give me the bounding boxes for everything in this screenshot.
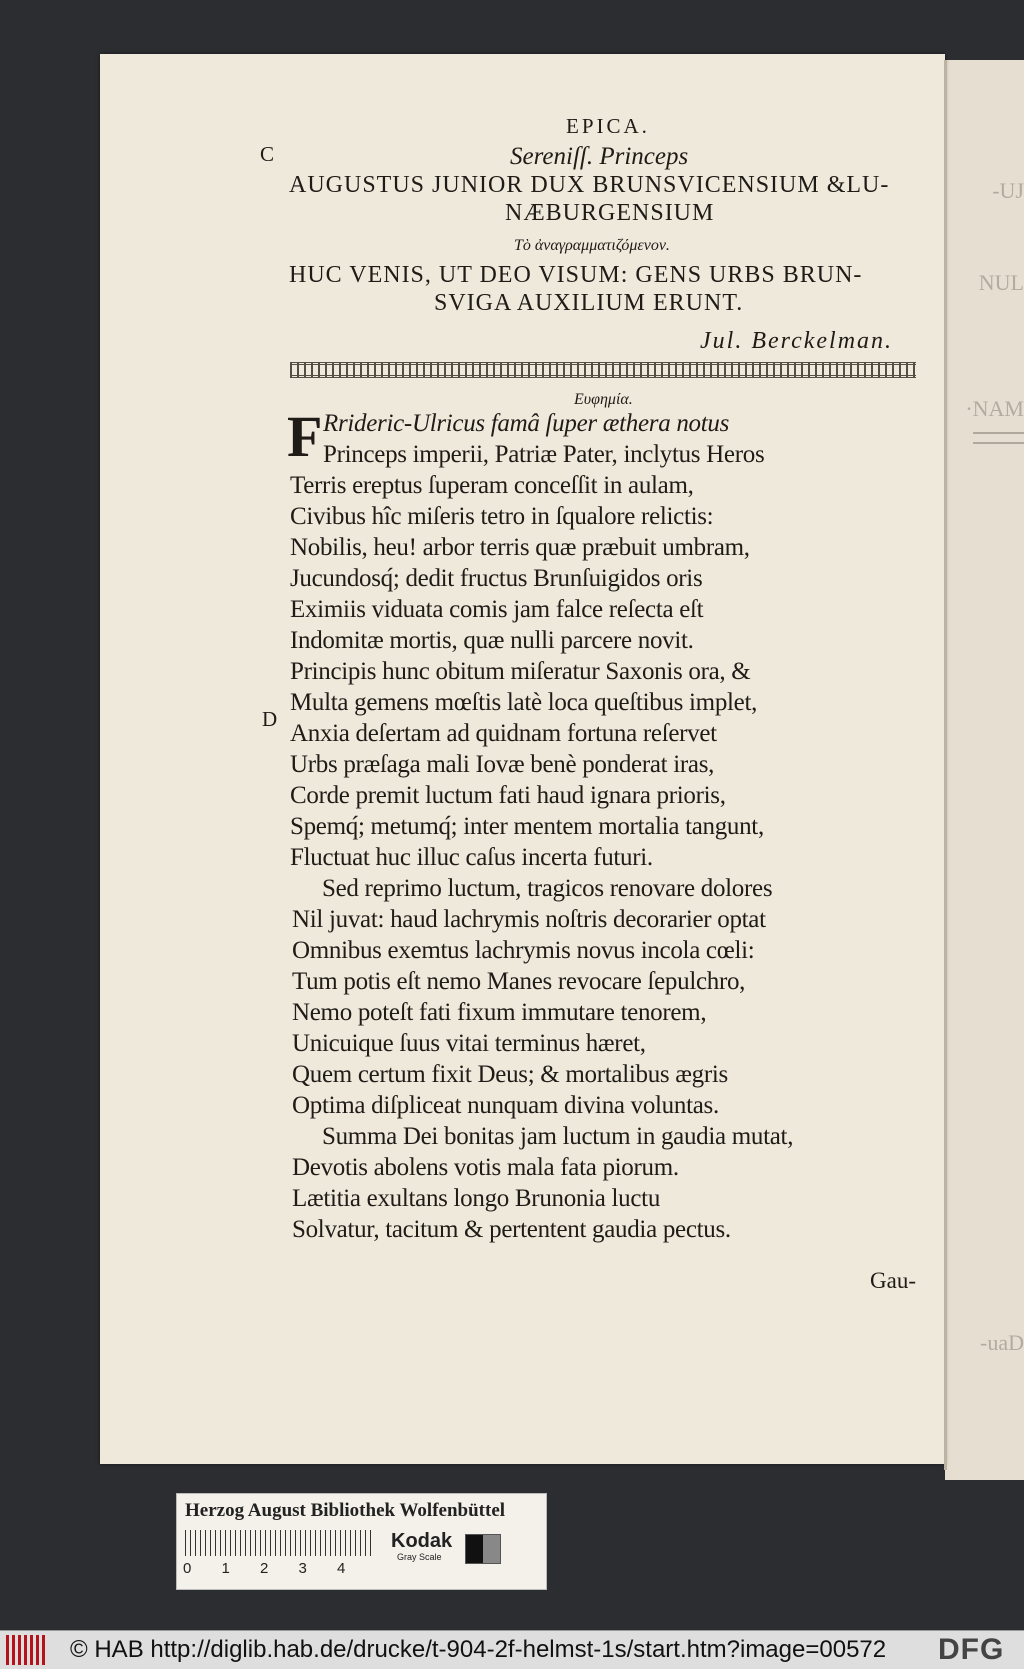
- ghost-fragment: -uaD: [980, 1330, 1024, 1355]
- drop-cap: F: [287, 404, 323, 469]
- poem-line: Nobilis, heu! arbor terris quæ præbuit umbram,: [290, 534, 750, 561]
- gray-swatch: [465, 1534, 501, 1564]
- ghost-fragment: ·NAM: [965, 396, 1024, 421]
- poem-line: Nil juvat: haud lachrymis noſtris decorarier optat: [292, 906, 766, 933]
- poem-line: Urbs præſaga mali Iovæ benè ponderat iras,: [290, 751, 715, 778]
- dfg-logo[interactable]: DFG: [938, 1633, 1005, 1666]
- anagram-line-2: SVIGA AUXILIUM ERUNT.: [434, 290, 744, 316]
- poem-line: Multa gemens mœſtis latè loca queſtibus implet,: [290, 689, 758, 716]
- poem-line: Spemq́; metumq́; inter mentem mortalia tangunt,: [290, 813, 764, 840]
- poem-line: Corde premit luctum fati haud ignara prioris,: [290, 782, 726, 809]
- poem-line: Unicuique ſuus vitai terminus hæret,: [292, 1030, 646, 1057]
- poem-line: Principis hunc obitum miſeratur Saxonis ora, &: [290, 658, 751, 685]
- footer-bar: [0, 1630, 1024, 1669]
- poem-line: Eximiis viduata comis jam falce reſecta eſt: [290, 596, 704, 623]
- poem-line: Civibus hîc miſeris tetro in ſqualore relictis:: [290, 503, 714, 530]
- title-line-2: NÆBURGENSIUM: [505, 200, 715, 226]
- poem-line: Rrideric-Ulricus famâ ſuper æthera notus: [323, 410, 730, 437]
- ruler-scale: [185, 1530, 375, 1556]
- author-signature: Jul. Berckelman.: [700, 328, 894, 354]
- card-brand: Kodak: [391, 1530, 453, 1552]
- poem-line: Solvatur, tacitum & pertentent gaudia pectus.: [292, 1216, 731, 1243]
- library-logo-icon[interactable]: [6, 1635, 48, 1665]
- poem-line: Terris ereptus ſuperam conceſſit in aulam,: [290, 472, 694, 499]
- poem-line: Devotis abolens votis mala fata piorum.: [292, 1154, 679, 1181]
- poem-line: Tum potis eſt nemo Manes revocare ſepulchro,: [292, 968, 746, 995]
- footer-url-text[interactable]: © HAB http://diglib.hab.de/drucke/t-904-2f-helmst-1s/start.htm?image=00572: [70, 1636, 887, 1663]
- poem-line: Jucundosq́; dedit fructus Brunſuigidos oris: [290, 565, 703, 592]
- ghost-fragment: -UJ: [992, 178, 1024, 203]
- poem-line: Optima diſpliceat nunquam divina voluntas.: [292, 1092, 719, 1119]
- poem-line: Lætitia exultans longo Brunonia luctu: [292, 1185, 661, 1212]
- poem-line: Sed reprimo luctum, tragicos renovare dolores: [322, 875, 773, 902]
- margin-letter-c: C: [260, 142, 275, 166]
- ghost-fragment: NUL: [978, 270, 1024, 295]
- anagram-line-1: HUC VENIS, UT DEO VISUM: GENS URBS BRUN-: [289, 262, 863, 288]
- margin-letter-d: D: [262, 707, 278, 731]
- ornamental-rule: [290, 362, 916, 378]
- catchword: Gau-: [870, 1268, 916, 1293]
- section-title: Ευφημία.: [574, 391, 633, 408]
- anagram-label: Τὸ ἀναγραμματιζόμενον.: [514, 237, 670, 254]
- poem-line: Princeps imperii, Patriæ Pater, inclytus Heros: [323, 441, 765, 468]
- poem-line: Summa Dei bonitas jam luctum in gaudia mutat,: [322, 1123, 794, 1150]
- title-line-1: AUGUSTUS JUNIOR DUX BRUNSVICENSIUM &LU-: [289, 172, 890, 198]
- poem-line: Fluctuat huc illuc caſus incerta futuri.: [290, 844, 653, 871]
- poem-line: Anxia deſertam ad quidnam fortuna reſervet: [290, 720, 717, 747]
- poem-line: Omnibus exemtus lachrymis novus incola cœli:: [292, 937, 755, 964]
- running-head: EPICA.: [566, 114, 650, 138]
- page-fold: [944, 60, 947, 1470]
- poem-line: Indomitæ mortis, quæ nulli parcere novit.: [290, 627, 694, 654]
- adjacent-page-edge: [945, 60, 1024, 1480]
- card-subtitle: Gray Scale: [397, 1552, 442, 1562]
- dedication-line: Sereniſſ. Princeps: [510, 143, 689, 170]
- poem-line: Quem certum fixit Deus; & mortalibus ægris: [292, 1061, 728, 1088]
- poem-line: Nemo poteſt fati fixum immutare tenorem,: [292, 999, 707, 1026]
- ruler-numbers: 0 1 2 3 4: [183, 1560, 346, 1577]
- ghost-ornament: [973, 432, 1024, 444]
- card-title: Herzog August Bibliothek Wolfenbüttel: [185, 1500, 506, 1521]
- color-calibration-card: [176, 1493, 547, 1590]
